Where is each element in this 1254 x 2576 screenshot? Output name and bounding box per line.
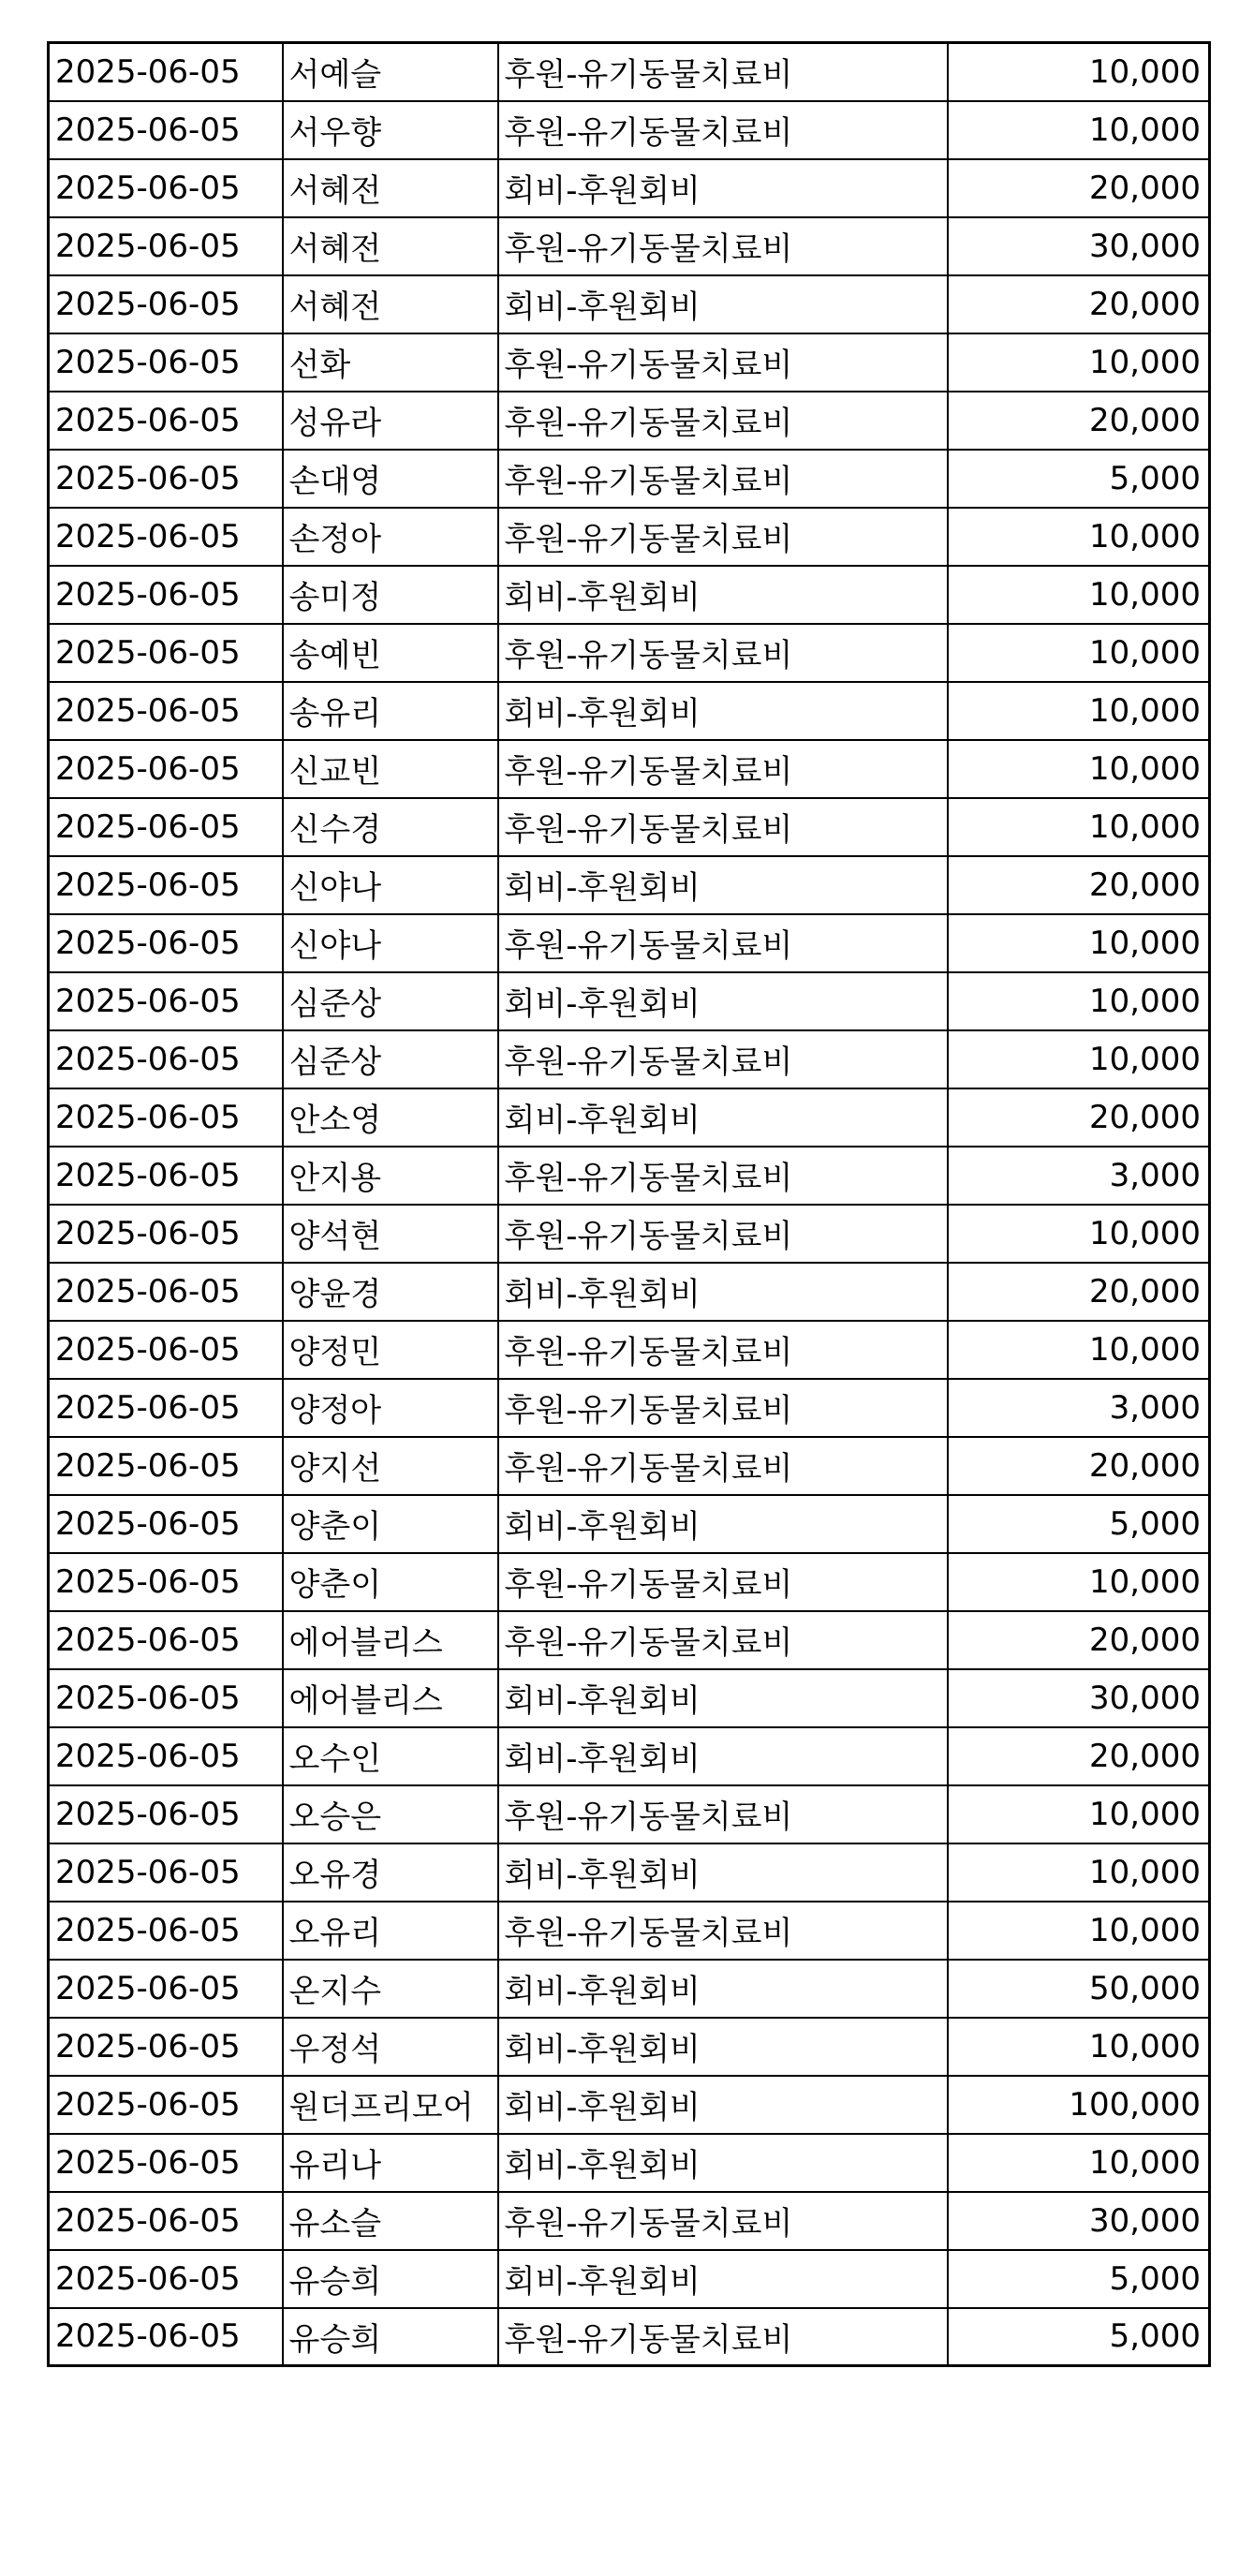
amount-cell: 10,000 <box>948 1785 1210 1843</box>
table-row <box>49 2018 1210 2076</box>
category-cell: 후원-유기동물치료비 <box>498 333 948 392</box>
donor-name-cell: 유승희 <box>283 2250 498 2308</box>
amount-cell: 20,000 <box>948 392 1210 450</box>
table-row <box>49 740 1210 798</box>
date-cell: 2025-06-05 <box>49 1902 283 1960</box>
date-cell: 2025-06-05 <box>49 1785 283 1843</box>
date-cell: 2025-06-05 <box>49 101 283 159</box>
amount-cell: 3,000 <box>948 1379 1210 1437</box>
donor-name-cell: 원더프리모어 <box>283 2076 498 2134</box>
table-row <box>49 392 1210 450</box>
amount-cell: 20,000 <box>948 159 1210 217</box>
amount-cell: 10,000 <box>948 914 1210 972</box>
category-cell: 후원-유기동물치료비 <box>498 392 948 450</box>
date-cell: 2025-06-05 <box>49 1495 283 1553</box>
donor-name-cell: 양정아 <box>283 1379 498 1437</box>
amount-cell: 10,000 <box>948 1205 1210 1263</box>
table-row <box>49 1030 1210 1088</box>
date-cell: 2025-06-05 <box>49 1379 283 1437</box>
donor-name-cell: 양윤경 <box>283 1263 498 1321</box>
table-row <box>49 1088 1210 1147</box>
category-cell: 후원-유기동물치료비 <box>498 624 948 682</box>
donor-name-cell: 심준상 <box>283 972 498 1030</box>
category-cell: 후원-유기동물치료비 <box>498 1147 948 1205</box>
amount-cell: 20,000 <box>948 1437 1210 1495</box>
amount-cell: 10,000 <box>948 1030 1210 1088</box>
amount-cell: 10,000 <box>948 508 1210 566</box>
category-cell: 후원-유기동물치료비 <box>498 2308 948 2366</box>
category-cell: 후원-유기동물치료비 <box>498 1902 948 1960</box>
table-row <box>49 2308 1210 2366</box>
date-cell: 2025-06-05 <box>49 333 283 392</box>
table-row <box>49 1727 1210 1785</box>
amount-cell: 5,000 <box>948 1495 1210 1553</box>
donor-name-cell: 송예빈 <box>283 624 498 682</box>
table-row <box>49 1205 1210 1263</box>
donor-name-cell: 양석현 <box>283 1205 498 1263</box>
donor-name-cell: 신야나 <box>283 914 498 972</box>
category-cell: 후원-유기동물치료비 <box>498 1553 948 1611</box>
category-cell: 후원-유기동물치료비 <box>498 914 948 972</box>
amount-cell: 10,000 <box>948 624 1210 682</box>
donor-name-cell: 송미정 <box>283 566 498 624</box>
amount-cell: 10,000 <box>948 972 1210 1030</box>
amount-cell: 50,000 <box>948 1960 1210 2018</box>
amount-cell: 20,000 <box>948 1611 1210 1669</box>
amount-cell: 10,000 <box>948 43 1210 101</box>
date-cell: 2025-06-05 <box>49 1843 283 1902</box>
donor-name-cell: 서예슬 <box>283 43 498 101</box>
amount-cell: 3,000 <box>948 1147 1210 1205</box>
donor-name-cell: 우정석 <box>283 2018 498 2076</box>
donor-name-cell: 손정아 <box>283 508 498 566</box>
donor-name-cell: 신교빈 <box>283 740 498 798</box>
category-cell: 후원-유기동물치료비 <box>498 798 948 856</box>
table-row <box>49 2250 1210 2308</box>
donor-name-cell: 심준상 <box>283 1030 498 1088</box>
date-cell: 2025-06-05 <box>49 217 283 275</box>
date-cell: 2025-06-05 <box>49 914 283 972</box>
category-cell: 후원-유기동물치료비 <box>498 43 948 101</box>
date-cell: 2025-06-05 <box>49 2250 283 2308</box>
date-cell: 2025-06-05 <box>49 43 283 101</box>
table-row <box>49 101 1210 159</box>
category-cell: 후원-유기동물치료비 <box>498 1785 948 1843</box>
date-cell: 2025-06-05 <box>49 682 283 740</box>
donor-name-cell: 서혜전 <box>283 217 498 275</box>
donor-name-cell: 양지선 <box>283 1437 498 1495</box>
category-cell: 후원-유기동물치료비 <box>498 1205 948 1263</box>
category-cell: 회비-후원회비 <box>498 856 948 914</box>
table-row <box>49 508 1210 566</box>
table-row <box>49 624 1210 682</box>
table-row <box>49 972 1210 1030</box>
amount-cell: 10,000 <box>948 682 1210 740</box>
amount-cell: 20,000 <box>948 1727 1210 1785</box>
table-row <box>49 275 1210 333</box>
amount-cell: 10,000 <box>948 1843 1210 1902</box>
table-row <box>49 43 1210 101</box>
amount-cell: 30,000 <box>948 217 1210 275</box>
amount-cell: 10,000 <box>948 1553 1210 1611</box>
donor-name-cell: 서우향 <box>283 101 498 159</box>
donor-name-cell: 서혜전 <box>283 159 498 217</box>
table-row <box>49 1437 1210 1495</box>
category-cell: 회비-후원회비 <box>498 1088 948 1147</box>
category-cell: 회비-후원회비 <box>498 159 948 217</box>
date-cell: 2025-06-05 <box>49 972 283 1030</box>
category-cell: 후원-유기동물치료비 <box>498 1321 948 1379</box>
table-row <box>49 2076 1210 2134</box>
category-cell: 회비-후원회비 <box>498 1960 948 2018</box>
date-cell: 2025-06-05 <box>49 2018 283 2076</box>
category-cell: 회비-후원회비 <box>498 1843 948 1902</box>
category-cell: 회비-후원회비 <box>498 1263 948 1321</box>
donor-name-cell: 오유경 <box>283 1843 498 1902</box>
date-cell: 2025-06-05 <box>49 508 283 566</box>
category-cell: 후원-유기동물치료비 <box>498 450 948 508</box>
category-cell: 회비-후원회비 <box>498 972 948 1030</box>
donor-name-cell: 손대영 <box>283 450 498 508</box>
date-cell: 2025-06-05 <box>49 159 283 217</box>
table-row <box>49 1843 1210 1902</box>
date-cell: 2025-06-05 <box>49 1727 283 1785</box>
donor-name-cell: 성유라 <box>283 392 498 450</box>
donor-name-cell: 서혜전 <box>283 275 498 333</box>
donor-name-cell: 오승은 <box>283 1785 498 1843</box>
amount-cell: 30,000 <box>948 1669 1210 1727</box>
table-row <box>49 914 1210 972</box>
category-cell: 회비-후원회비 <box>498 275 948 333</box>
date-cell: 2025-06-05 <box>49 275 283 333</box>
donor-name-cell: 양춘이 <box>283 1553 498 1611</box>
date-cell: 2025-06-05 <box>49 1088 283 1147</box>
donor-name-cell: 오수인 <box>283 1727 498 1785</box>
donor-name-cell: 송유리 <box>283 682 498 740</box>
category-cell: 후원-유기동물치료비 <box>498 1437 948 1495</box>
amount-cell: 10,000 <box>948 101 1210 159</box>
table-row <box>49 1785 1210 1843</box>
category-cell: 후원-유기동물치료비 <box>498 217 948 275</box>
date-cell: 2025-06-05 <box>49 1960 283 2018</box>
amount-cell: 10,000 <box>948 740 1210 798</box>
donor-name-cell: 유소슬 <box>283 2192 498 2250</box>
table-row <box>49 1263 1210 1321</box>
date-cell: 2025-06-05 <box>49 740 283 798</box>
amount-cell: 30,000 <box>948 2192 1210 2250</box>
amount-cell: 10,000 <box>948 1321 1210 1379</box>
date-cell: 2025-06-05 <box>49 450 283 508</box>
amount-cell: 10,000 <box>948 1902 1210 1960</box>
date-cell: 2025-06-05 <box>49 624 283 682</box>
table-row <box>49 798 1210 856</box>
category-cell: 회비-후원회비 <box>498 1727 948 1785</box>
date-cell: 2025-06-05 <box>49 856 283 914</box>
amount-cell: 10,000 <box>948 2018 1210 2076</box>
table-row <box>49 450 1210 508</box>
amount-cell: 20,000 <box>948 1263 1210 1321</box>
table-row <box>49 566 1210 624</box>
table-row <box>49 1495 1210 1553</box>
category-cell: 후원-유기동물치료비 <box>498 740 948 798</box>
category-cell: 회비-후원회비 <box>498 2134 948 2192</box>
amount-cell: 100,000 <box>948 2076 1210 2134</box>
date-cell: 2025-06-05 <box>49 1263 283 1321</box>
date-cell: 2025-06-05 <box>49 1669 283 1727</box>
table-row <box>49 333 1210 392</box>
category-cell: 후원-유기동물치료비 <box>498 1611 948 1669</box>
table-row <box>49 1553 1210 1611</box>
category-cell: 회비-후원회비 <box>498 1495 948 1553</box>
amount-cell: 5,000 <box>948 2308 1210 2366</box>
table-row <box>49 1321 1210 1379</box>
table-row <box>49 1147 1210 1205</box>
table-row <box>49 2192 1210 2250</box>
date-cell: 2025-06-05 <box>49 1553 283 1611</box>
amount-cell: 5,000 <box>948 450 1210 508</box>
table-row <box>49 217 1210 275</box>
table-row <box>49 856 1210 914</box>
amount-cell: 20,000 <box>948 856 1210 914</box>
donor-name-cell: 오유리 <box>283 1902 498 1960</box>
donor-name-cell: 안소영 <box>283 1088 498 1147</box>
donor-name-cell: 안지용 <box>283 1147 498 1205</box>
date-cell: 2025-06-05 <box>49 1437 283 1495</box>
date-cell: 2025-06-05 <box>49 1321 283 1379</box>
category-cell: 후원-유기동물치료비 <box>498 1379 948 1437</box>
amount-cell: 20,000 <box>948 275 1210 333</box>
category-cell: 후원-유기동물치료비 <box>498 2192 948 2250</box>
table-row <box>49 682 1210 740</box>
table-row <box>49 1902 1210 1960</box>
amount-cell: 10,000 <box>948 566 1210 624</box>
donor-name-cell: 신야나 <box>283 856 498 914</box>
date-cell: 2025-06-05 <box>49 2076 283 2134</box>
category-cell: 회비-후원회비 <box>498 1669 948 1727</box>
table-row <box>49 159 1210 217</box>
date-cell: 2025-06-05 <box>49 2134 283 2192</box>
donor-name-cell: 양춘이 <box>283 1495 498 1553</box>
table-row <box>49 1669 1210 1727</box>
donor-name-cell: 유승희 <box>283 2308 498 2366</box>
donor-name-cell: 신수경 <box>283 798 498 856</box>
donor-name-cell: 에어블리스 <box>283 1669 498 1727</box>
category-cell: 후원-유기동물치료비 <box>498 1030 948 1088</box>
donor-name-cell: 양정민 <box>283 1321 498 1379</box>
table-row <box>49 1611 1210 1669</box>
amount-cell: 10,000 <box>948 333 1210 392</box>
date-cell: 2025-06-05 <box>49 2192 283 2250</box>
amount-cell: 5,000 <box>948 2250 1210 2308</box>
category-cell: 회비-후원회비 <box>498 682 948 740</box>
amount-cell: 10,000 <box>948 798 1210 856</box>
table-row <box>49 1960 1210 2018</box>
amount-cell: 20,000 <box>948 1088 1210 1147</box>
category-cell: 후원-유기동물치료비 <box>498 101 948 159</box>
date-cell: 2025-06-05 <box>49 566 283 624</box>
category-cell: 후원-유기동물치료비 <box>498 508 948 566</box>
category-cell: 회비-후원회비 <box>498 2250 948 2308</box>
category-cell: 회비-후원회비 <box>498 2076 948 2134</box>
donor-name-cell: 선화 <box>283 333 498 392</box>
donor-name-cell: 온지수 <box>283 1960 498 2018</box>
date-cell: 2025-06-05 <box>49 798 283 856</box>
date-cell: 2025-06-05 <box>49 1030 283 1088</box>
donation-ledger-table <box>47 41 1211 2367</box>
category-cell: 회비-후원회비 <box>498 566 948 624</box>
date-cell: 2025-06-05 <box>49 1147 283 1205</box>
donor-name-cell: 유리나 <box>283 2134 498 2192</box>
ledger-body <box>49 43 1210 2366</box>
date-cell: 2025-06-05 <box>49 1205 283 1263</box>
date-cell: 2025-06-05 <box>49 392 283 450</box>
date-cell: 2025-06-05 <box>49 2308 283 2366</box>
date-cell: 2025-06-05 <box>49 1611 283 1669</box>
donor-name-cell: 에어블리스 <box>283 1611 498 1669</box>
category-cell: 회비-후원회비 <box>498 2018 948 2076</box>
table-row <box>49 2134 1210 2192</box>
table-row <box>49 1379 1210 1437</box>
amount-cell: 10,000 <box>948 2134 1210 2192</box>
